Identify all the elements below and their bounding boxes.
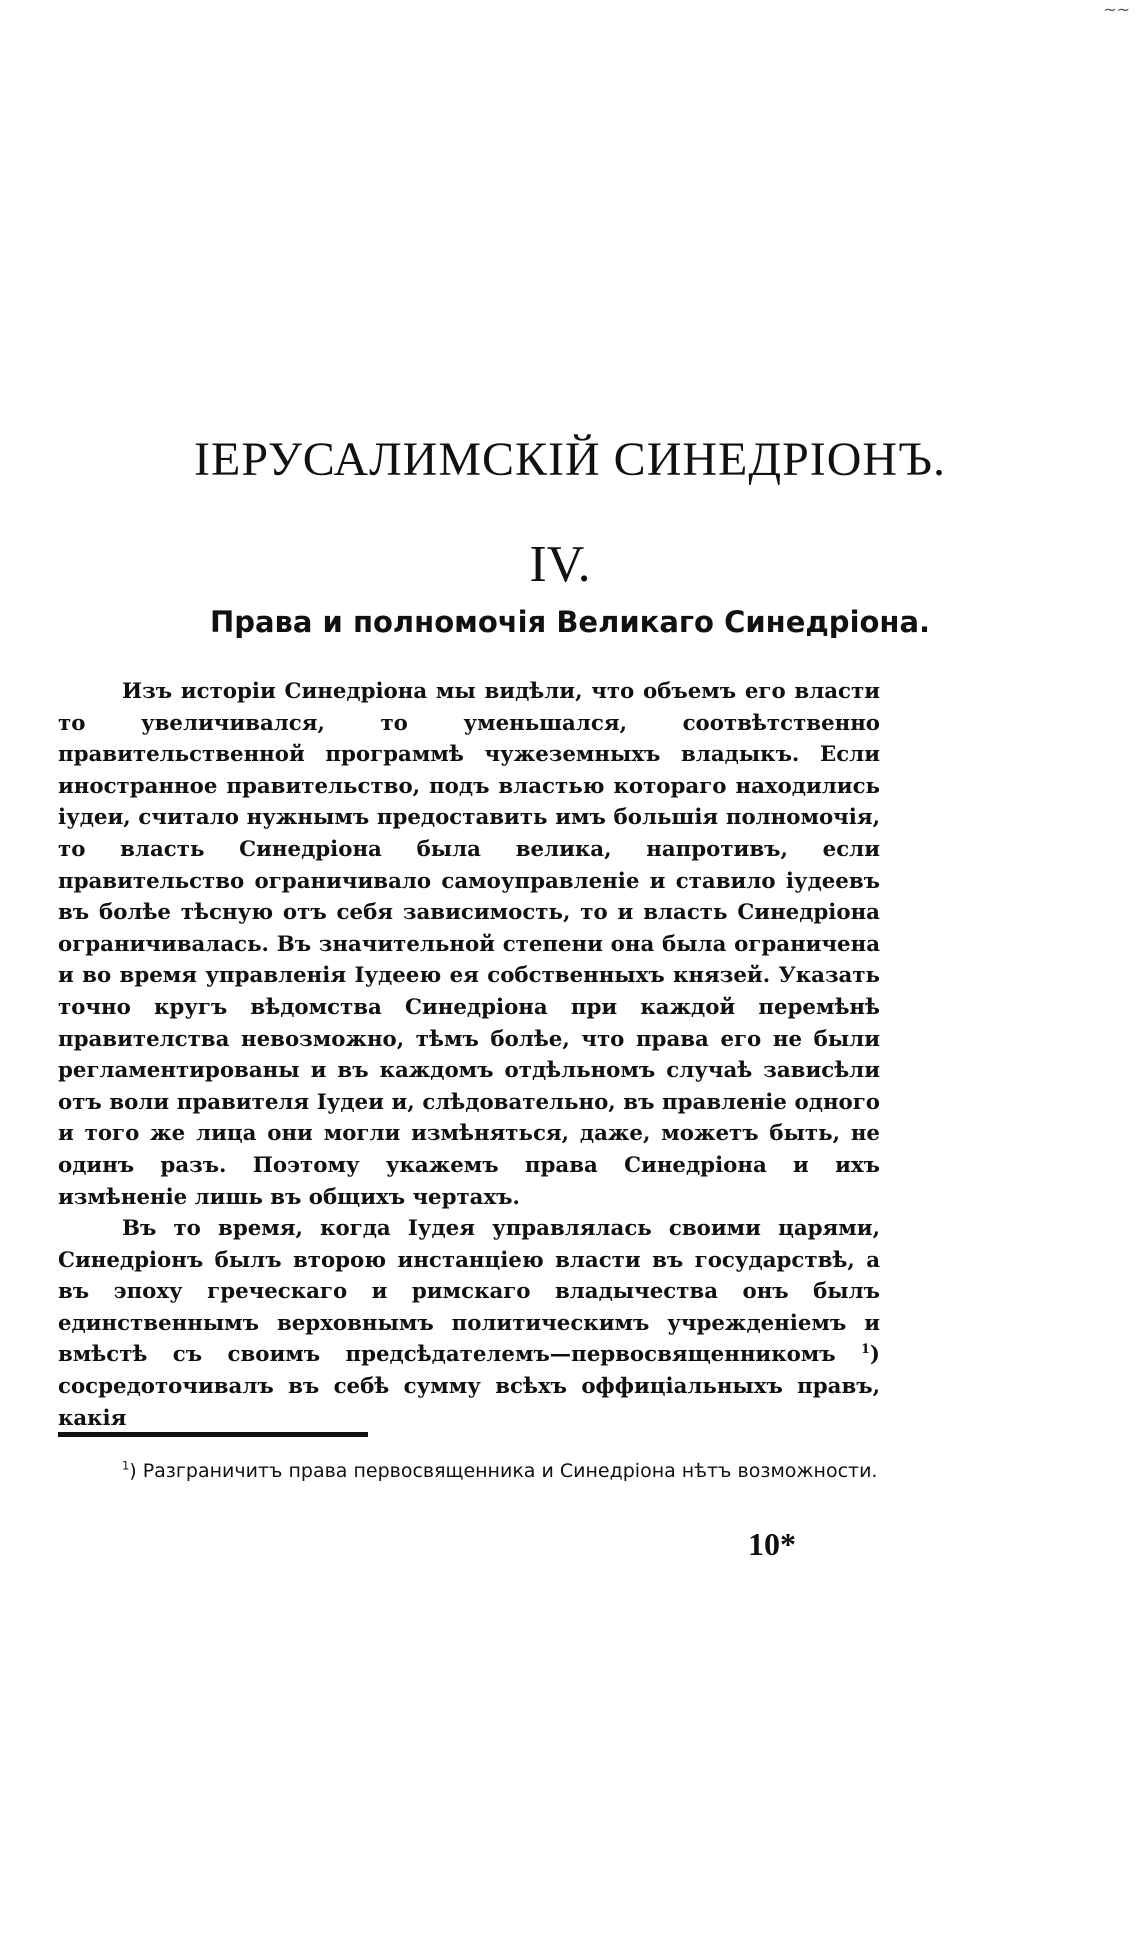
paragraph-1: Изъ исторіи Синедріона мы видѣли, что объемъ его власти то увеличивался, то уменьшался, соотвѣтственно правительственной программѣ чужеземныхъ владыкъ. Если иностранное правительство, подъ властью котораго находились іудеи, считало нужнымъ предоставить имъ большія полномочія, то власть Синедріона была велика, напротивъ, если правительство ограничивало самоуправленіе и ставило іудеевъ въ болѣе тѣсную отъ себя зависимость, то и власть Синедріона ограничивалась. Въ значительной степени она была ограничена и во время управленія Іудеею ея собственныхъ князей. Указать точно кругъ вѣдомства Синедріона при каждой перемѣнѣ правителства невозможно, тѣмъ болѣе, что права его не были регламентированы и въ каждомъ отдѣльномъ случаѣ зависѣли отъ воли правителя Іудеи и, слѣдовательно, въ правленіе одного и того же лица они могли измѣняться, даже, можетъ быть, не одинъ разъ. Поэтому укажемъ права Синедріона и ихъ измѣненіе лишь въ общихъ чертахъ. — [58, 679, 880, 1210]
scan-corner-mark: ~~ — [1103, 0, 1130, 19]
footnote-text: ) Разграничитъ права первосвященника и Синедріона нѣтъ возможности. — [129, 1460, 878, 1482]
paragraph-2-text: Въ то время, когда Іудея управлялась своими царями, Синедріонъ былъ второю инстанціею власти въ государствѣ, а въ эпоху греческаго и римскаго владычества онъ былъ единственнымъ верховнымъ политическимъ учрежденіемъ и вмѣстѣ съ своимъ предсѣдателемъ—первосвященникомъ — [58, 1216, 880, 1368]
signature-mark: 10* — [748, 1526, 796, 1562]
footnote-divider — [58, 1432, 368, 1437]
paragraph-2 — [58, 1213, 880, 1434]
footnote-reference: 1 — [861, 1342, 870, 1358]
book-title: ІЕРУСАЛИМСКІЙ СИНЕДРІОНЪ. — [194, 433, 946, 486]
chapter-number: IV. — [529, 536, 591, 593]
paragraph-2-continuation: ) сосредоточивалъ въ себѣ сумму всѣхъ оффиціальныхъ правъ, какія — [58, 1342, 880, 1431]
section-heading: Права и полномочія Великаго Синедріона. — [209, 605, 931, 639]
footnote-marker: 1 — [122, 1458, 130, 1473]
footnote — [58, 1456, 880, 1487]
body-text — [58, 676, 880, 1434]
